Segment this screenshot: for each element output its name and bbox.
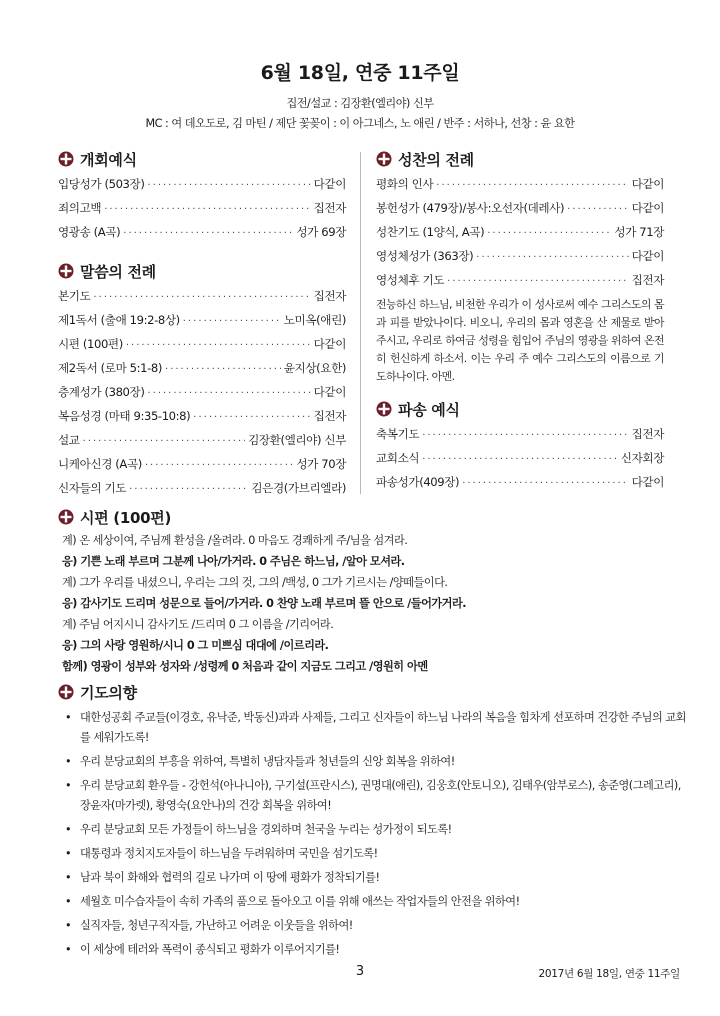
- dot-leader: [145, 460, 293, 471]
- intention-item: • 실직자들, 청년구직자들, 가난하고 어려운 이웃들을 위하여!: [62, 916, 688, 936]
- cross-icon: [58, 151, 74, 167]
- dot-leader: [165, 364, 281, 375]
- cross-icon: [376, 151, 392, 167]
- program-row: [376, 224, 664, 248]
- liturgy-of-word-list: [58, 288, 346, 504]
- dot-leader: [123, 228, 293, 239]
- program-item-label: 복음성경 (마태 9:35-10:8): [58, 409, 191, 423]
- program-item-value: 집전자: [313, 201, 346, 215]
- prayer-intentions-heading: [58, 681, 137, 703]
- program-item-label: 평화의 인사: [376, 177, 434, 191]
- program-item-value: 윤지상(요한): [283, 361, 346, 375]
- dot-leader: [93, 292, 310, 303]
- section-title: 파송 예식: [398, 400, 460, 419]
- intention-item: • 우리 분당교회의 부흥을 위하여, 특별히 냉담자들과 청년들의 신앙 회복을 위하여!: [62, 752, 688, 772]
- program-item-value: 집전자: [313, 289, 346, 303]
- opening-rite-heading: [58, 148, 346, 170]
- program-row: [376, 450, 664, 474]
- celebrant-credit: 집전/설교 : 김장환(엘리야) 신부: [286, 97, 434, 110]
- program-item-value: 노미옥(애린): [283, 313, 346, 327]
- psalm-line: 계) 주님 어지시니 감사기도 /드리며 0 그 이름을 /기리어라.: [62, 618, 334, 631]
- program-row: [58, 408, 346, 432]
- program-item-label: 축복기도: [376, 427, 420, 441]
- program-item-value: 다같이: [631, 249, 664, 263]
- program-item-value: 다같이: [631, 201, 664, 215]
- psalm-text: [62, 530, 682, 677]
- program-item-label: 니케아신경 (A곡): [58, 457, 142, 471]
- intention-item: • 대한성공회 주교들(이경호, 유낙준, 박동신)과과 사제들, 그리고 신자들이 하느님 나라의 복음을 힘차게 선포하며 건강한 주님의 교회를 세워가도록!: [62, 708, 688, 748]
- program-item-value: 다같이: [313, 177, 346, 191]
- psalm-heading: [58, 506, 171, 528]
- psalm-line: 함께) 영광이 성부와 성자와 /성령께 0 처음과 같이 지금도 그리고 /영원히 아멘: [62, 660, 428, 673]
- program-item-label: 시편 (100편): [58, 337, 123, 351]
- program-item-label: 파송성가(409장): [376, 475, 460, 489]
- liturgy-of-eucharist-list: [376, 176, 664, 296]
- program-row: [58, 480, 346, 504]
- program-row: [376, 248, 664, 272]
- program-row: [376, 200, 664, 224]
- opening-rite-list: [58, 176, 346, 248]
- intention-item: • 대통령과 정치지도자들이 하느님을 두려워하며 국민을 섬기도록!: [62, 844, 688, 864]
- psalm-line: 계) 그가 우리를 내셨으니, 우리는 그의 것, 그의 /백성, 0 그가 기르시는 /양떼들이다.: [62, 576, 448, 589]
- intention-item: • 세월호 미수습자들이 속히 가족의 품으로 돌아오고 이를 위해 애쓰는 작업자들의 안전을 위하여!: [62, 892, 688, 912]
- dot-leader: [129, 484, 248, 495]
- program-item-label: 영성체후 기도: [376, 273, 445, 287]
- section-title: 개회예식: [80, 150, 137, 169]
- dot-leader: [183, 316, 281, 327]
- right-column: [376, 148, 664, 498]
- ministers-credit: MC : 여 데오도로, 김 마틴 / 제단 꽃꽂이 : 이 아그네스, 노 애린 / 반주 : 서하나, 선창 : 윤 요한: [145, 117, 575, 130]
- dismissal-rite-list: [376, 426, 664, 498]
- program-row: [58, 456, 346, 480]
- program-item-label: 층계성가 (380장): [58, 385, 145, 399]
- section-title: 시편 (100편): [80, 508, 172, 527]
- program-row: [58, 336, 346, 360]
- dot-leader: [476, 252, 628, 263]
- dot-leader: [147, 388, 310, 399]
- section-title: 말씀의 전례: [80, 262, 156, 281]
- dot-leader: [422, 430, 628, 441]
- program-item-label: 설교: [58, 433, 80, 447]
- prayer-intentions-list: [62, 708, 688, 964]
- dot-leader: [436, 180, 628, 191]
- liturgy-of-word-heading: [58, 260, 346, 282]
- liturgy-of-eucharist-heading: [376, 148, 664, 170]
- intention-item: • 남과 북이 화해와 협력의 길로 나가며 이 땅에 평화가 정착되기를!: [62, 868, 688, 888]
- psalm-line: 응) 그의 사랑 영원하/시니 0 그 미쁘심 대대에 /이르리라.: [62, 639, 329, 652]
- psalm-line: 응) 기쁜 노래 부르며 그분께 나아/가거라. 0 주님은 하느님, /알아 모셔라.: [62, 555, 405, 568]
- dot-leader: [447, 276, 629, 287]
- intention-item: • 이 세상에 테러와 폭력이 종식되고 평화가 이루어지기를!: [62, 940, 688, 960]
- program-row: [376, 272, 664, 296]
- program-row: [58, 312, 346, 336]
- program-item-value: 성가 70장: [296, 457, 346, 471]
- program-item-label: 입당성가 (503장): [58, 177, 145, 191]
- left-column: [58, 148, 346, 504]
- dot-leader: [126, 340, 311, 351]
- program-item-value: 김은경(가브리엘라): [251, 481, 346, 495]
- program-row: [58, 200, 346, 224]
- footer-date: 2017년 6월 18일, 연중 11주일: [538, 968, 680, 980]
- program-item-value: 성가 69장: [296, 225, 346, 239]
- program-item-value: 다같이: [313, 385, 346, 399]
- intention-item: • 우리 분당교회 모든 가정들이 하느님을 경외하며 천국을 누리는 성가정이 되도록!: [62, 820, 688, 840]
- program-item-value: 성가 71장: [614, 225, 664, 239]
- dot-leader: [462, 478, 628, 489]
- dot-leader: [83, 436, 245, 447]
- dismissal-rite-heading: [376, 398, 664, 420]
- psalm-line: 응) 감사기도 드리며 성문으로 들어/가거라. 0 찬양 노래 부르며 뜰 안으로 /들어가거라.: [62, 597, 467, 610]
- program-row: [376, 176, 664, 200]
- program-row: [58, 384, 346, 408]
- section-title: 기도의향: [80, 683, 137, 702]
- program-item-value: 신자회장: [620, 451, 664, 465]
- cross-icon: [58, 684, 74, 700]
- column-divider: [360, 152, 361, 494]
- program-row: [58, 224, 346, 248]
- intention-item: • 우리 분당교회 환우들 - 강헌석(아나니아), 구기설(프란시스), 권명대(애린), 김웅호(안토니오), 김태우(암부로스), 송준영(그레고리), 장윤자(마가렛), 황영숙(요안나)의 건강 회복을 위하여!: [62, 776, 688, 816]
- dot-leader: [422, 454, 618, 465]
- program-item-value: 집전자: [631, 427, 664, 441]
- program-item-label: 죄의고백: [58, 201, 102, 215]
- program-item-label: 영광송 (A곡): [58, 225, 121, 239]
- program-row: [376, 426, 664, 450]
- dot-leader: [567, 204, 628, 215]
- program-row: [58, 176, 346, 200]
- cross-icon: [376, 401, 392, 417]
- dot-leader: [104, 204, 310, 215]
- program-row: [58, 360, 346, 384]
- program-item-label: 성찬기도 (1양식, A곡): [376, 225, 485, 239]
- program-item-label: 본기도: [58, 289, 91, 303]
- program-item-value: 다같이: [631, 475, 664, 489]
- page-number: 3: [355, 964, 365, 979]
- dot-leader: [193, 412, 310, 423]
- program-item-label: 제2독서 (로마 5:1-8): [58, 361, 163, 375]
- psalm-line: 계) 온 세상이여, 주님께 환성을 /올려라. 0 마음도 경쾌하게 주/님을 섬겨라.: [62, 534, 408, 547]
- program-row: [58, 288, 346, 312]
- program-item-value: 다같이: [313, 337, 346, 351]
- post-communion-prayer: 전능하신 하느님, 비천한 우리가 이 성사로써 예수 그리스도의 몸과 피를 받았나이다. 비오니, 우리의 몸과 영혼을 산 제물로 받아 주시고, 우리로 하여금 성령을 힘입어 주님의 영광을 위하여 온전히 헌신하게 하소서. 이는 우리 주 예수 그리스도의 이름으로 기도하나이다. 아멘.: [376, 298, 664, 383]
- cross-icon: [58, 263, 74, 279]
- program-item-label: 봉헌성가 (479장)/봉사:오선자(데레사): [376, 201, 565, 215]
- program-item-value: 집전자: [313, 409, 346, 423]
- dot-leader: [147, 180, 310, 191]
- program-row: [376, 474, 664, 498]
- program-item-label: 영성체성가 (363장): [376, 249, 474, 263]
- program-item-label: 교회소식: [376, 451, 420, 465]
- program-item-value: 김장환(엘리야) 신부: [248, 433, 346, 447]
- program-item-value: 다같이: [631, 177, 664, 191]
- dot-leader: [487, 228, 611, 239]
- cross-icon: [58, 509, 74, 525]
- section-title: 성찬의 전례: [398, 150, 474, 169]
- program-item-label: 신자들의 기도: [58, 481, 127, 495]
- program-item-value: 집전자: [631, 273, 664, 287]
- program-item-label: 제1독서 (출애 19:2-8상): [58, 313, 180, 327]
- page-title: 6월 18일, 연중 11주일: [260, 62, 460, 84]
- program-row: [58, 432, 346, 456]
